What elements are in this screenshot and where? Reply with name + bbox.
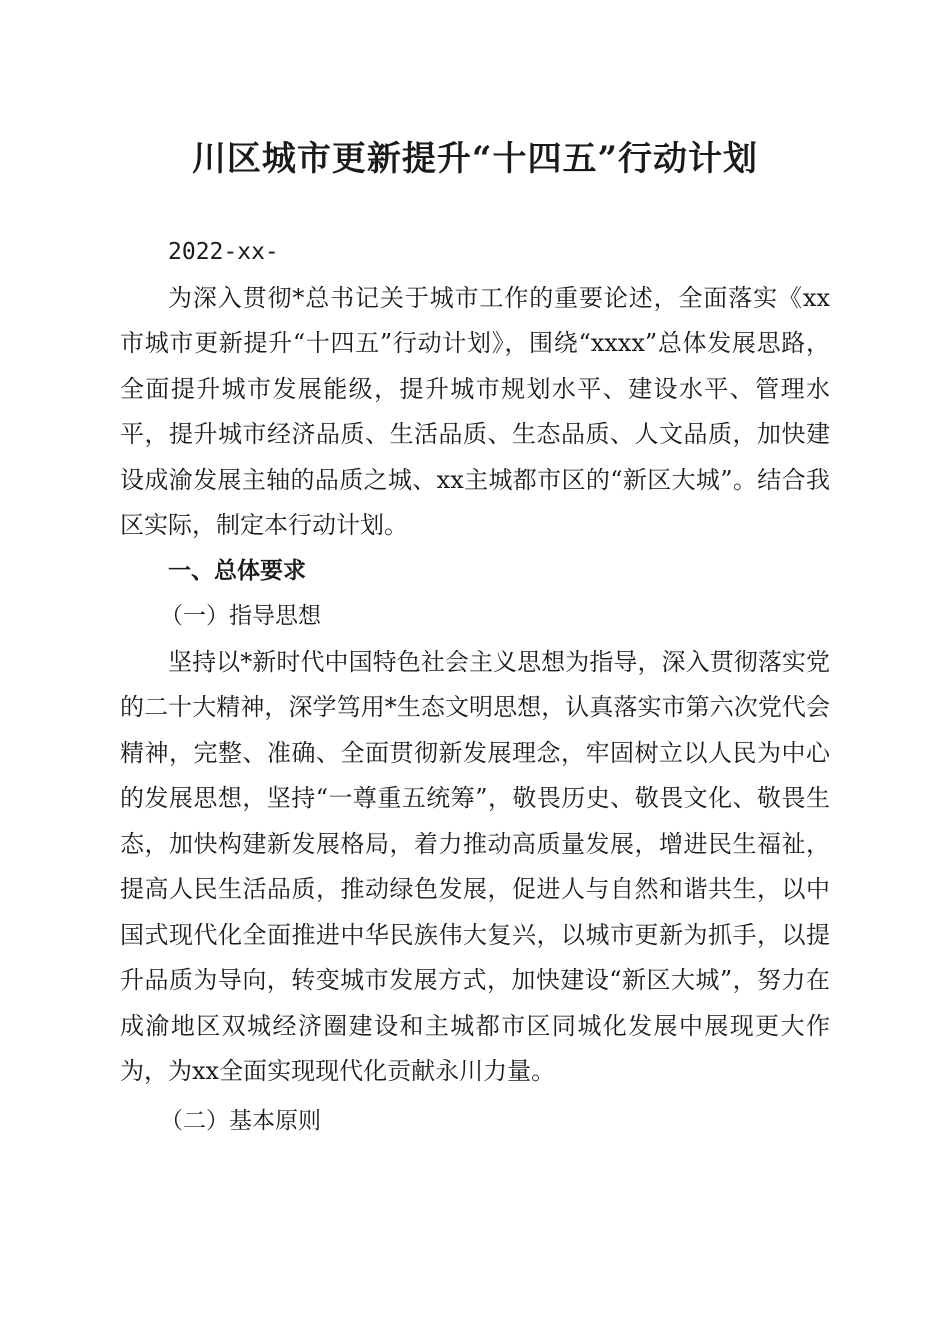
guiding-ideology-paragraph: 坚持以*新时代中国特色社会主义思想为指导，深入贯彻落实党的二十大精神，深学笃用*生态文明思想，认真落实市第六次党代会精神，完整、准确、全面贯彻新发展理念，牢固树立以人民为中心的发展思想，坚持“一尊重五统筹”，敬畏历史、敬畏文化、敬畏生态，加快构建新发展格局，着力推动高质量发展，增进民生福祉，提高人民生活品质，推动绿色发展，促进人与自然和谐共生，以中国式现代化全面推进中华民族伟大复兴，以城市更新为抓手，以提升品质为导向，转变城市发展方式，加快建设“新区大城”，努力在成渝地区双城经济圈建设和主城都市区同城化发展中展现更大作为，为xx全面实现现代化贡献永川力量。 [120,647,830,1085]
subsection-heading-1: （一）指导思想 [160,603,321,629]
subsection-heading-2: （二）基本原则 [160,1107,321,1134]
document-body [120,230,830,1144]
section-heading-1: 一、总体要求 [168,557,306,584]
intro-paragraph: 为深入贯彻*总书记关于城市工作的重要论述，全面落实《xx市城市更新提升“十四五”行动计划》，围绕“xxxx”总体发展思路，全面提升城市发展能级，提升城市规划水平、建设水平、管理水平，提升城市经济品质、生活品质、生态品质、人文品质，加快建设成渝发展主轴的品质之城、xx主城都市区的“新区大城”。结合我区实际，制定本行动计划。 [120,283,830,539]
document-date: 2022-xx- [168,239,279,265]
document-title: 川区城市更新提升“十四五”行动计划 [191,139,759,179]
